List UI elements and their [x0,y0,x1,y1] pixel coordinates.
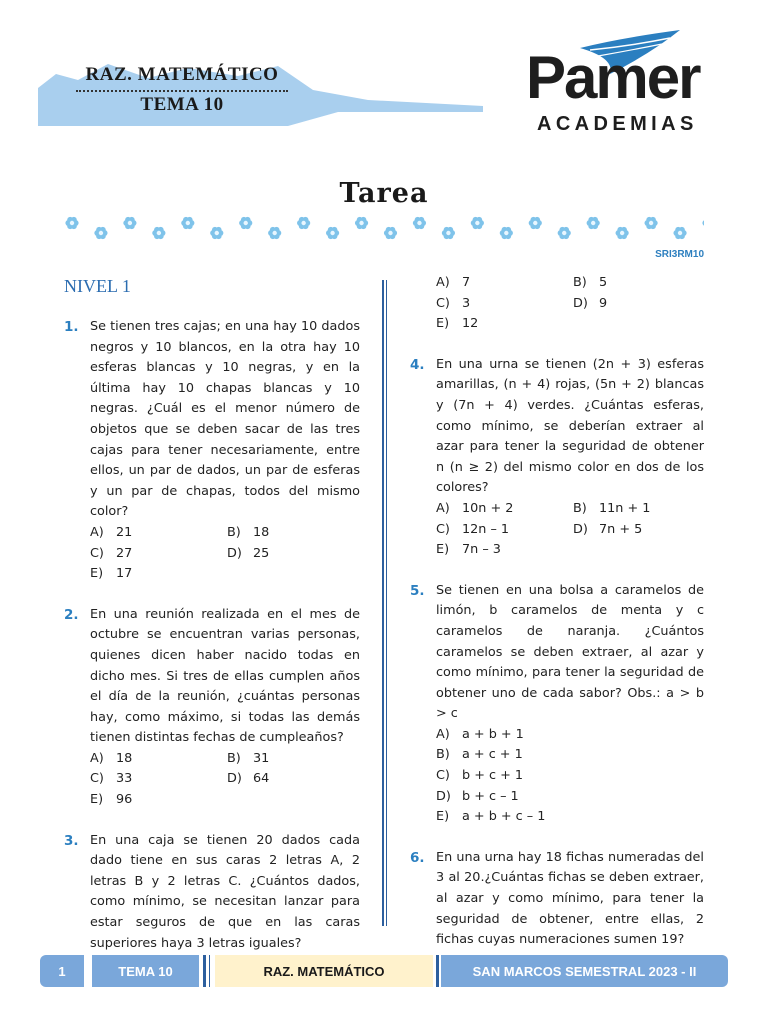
logo-sub: ACADEMIAS [537,113,698,135]
header-course: RAZ. MATEMÁTICO [85,64,279,85]
option-b: B) a + c + 1 [436,747,523,763]
flower-icon [413,217,426,229]
question-6 [410,848,704,951]
option-c: C) 27 [90,545,133,561]
left-column [64,276,360,954]
flower-icon [326,227,339,239]
option-e: E) a + b + c – 1 [436,809,546,825]
option-e: E) 7n – 3 [436,542,501,558]
document-code: SRI3RM10 [655,249,704,260]
flower-icon [529,217,542,229]
footer-separator [436,955,439,987]
question-text: Se tienen tres cajas; en una hay 10 dados negros y 10 blancos, en la otra hay 10 esferas blancas y 10 negras, y en la última hay 10 chapas blancas y 10 negras. ¿Cuál es el menor número de objetos que se deben sacar de las tres cajas para tener necesariamente, entre ellos, un par de dados, un par de esferas y un par de chapas, todos del mismo color? [90,319,360,520]
option-b: B) 18 [227,524,270,540]
question-2 [64,605,360,811]
flower-icon [181,217,194,229]
option-d: D) 25 [227,545,270,561]
option-e: E) 12 [436,316,479,332]
logo-name: Pamer [526,44,700,111]
option-b: B) 5 [573,275,608,290]
flower-icon [587,217,600,229]
question-3-options [410,273,704,335]
level-heading: NIVEL 1 [64,276,131,296]
footer-cycle: SAN MARCOS SEMESTRAL 2023 - II [441,955,728,987]
option-c: C) 12n – 1 [436,521,510,537]
flower-icon [123,217,136,229]
option-e: E) 17 [90,566,133,582]
flower-icon [152,227,165,239]
question-text: En una urna se tienen (2n + 3) esferas amarillas, (n + 4) rojas, (5n + 2) blancas y (7n + 4) verdes. ¿Cuántas esferas, como mínimo, se deberían extraer al azar para tener la seguridad de obtener n (n ≥ 2) del mismo color en dos de los colores? [436,356,704,496]
question-3 [64,831,360,955]
header-topic: TEMA 10 [140,94,224,115]
question-number: 6. [410,849,425,866]
flower-icon [702,217,704,229]
flower-icon [94,227,107,239]
question-number: 4. [410,356,425,373]
footer-separator [209,955,210,987]
footer-page-number: 1 [40,955,84,987]
flower-icon [268,227,281,239]
question-number: 5. [410,582,425,599]
flower-icon [673,227,686,239]
question-1 [64,317,360,585]
question-text: Se tienen en una bolsa a caramelos de limón, b caramelos de menta y c caramelos de naranja. ¿Cuántos caramelos se deben extraer, al azar y como mínimo, para tener la seguridad de obtener uno de cada sabor? Obs.: a > b > c [436,582,704,722]
option-d: D) 9 [573,295,608,311]
flower-icon [355,217,368,229]
flower-icon [297,217,310,229]
right-column [410,273,704,951]
footer-separator [203,955,206,987]
question-text: En una reunión realizada en el mes de octubre se encuentran varias personas, quienes dicen haber nacido todas en dicho mes. Si tres de ellas cumplen años el día de la reunión, ¿cuántas personas hay, como máximo, si todas las demás tienen distintas fechas de cumpleaños? [90,606,360,746]
question-number: 1. [64,319,79,335]
option-a: A) 21 [90,524,133,540]
flower-icon [500,227,513,239]
option-d: D) 64 [227,771,270,787]
option-c: C) 3 [436,295,471,311]
question-number: 3. [64,832,79,849]
option-c: C) 33 [90,771,133,787]
flower-icon [239,217,252,229]
option-a: A) a + b + 1 [436,726,524,742]
option-b: B) 31 [227,750,270,766]
header-divider [76,90,288,92]
section-title: Tarea [339,178,429,209]
question-5 [410,581,704,828]
flower-icon [442,227,455,239]
option-c: C) b + c + 1 [436,768,524,784]
flower-icon [65,217,78,229]
flower-icon [616,227,629,239]
flower-icon [210,227,223,239]
question-text: En una caja se tienen 20 dados cada dado tiene en sus caras 2 letras A, 2 letras B y 2 letras C. ¿Cuántos dados, como mínimo, se necesitan lanzar para estar seguros de que en las caras superiores haya 3 letras iguales? [90,832,360,951]
option-a: A) 7 [436,275,471,290]
option-e: E) 96 [90,792,133,808]
option-d: D) 7n + 5 [573,521,643,537]
option-d: D) b + c – 1 [436,788,519,804]
flower-icon [384,227,397,239]
footer-course: RAZ. MATEMÁTICO [215,955,433,987]
option-a: A) 10n + 2 [436,500,514,516]
flower-icon [558,227,571,239]
column-divider [382,280,388,926]
page-footer [40,955,728,987]
flower-icon [471,217,484,229]
flower-ornament [64,214,704,242]
question-4 [410,355,704,561]
option-b: B) 11n + 1 [573,500,651,516]
footer-topic: TEMA 10 [92,955,199,987]
flower-icon [644,217,657,229]
question-text: En una urna hay 18 fichas numeradas del 3 al 20.¿Cuántas fichas se deben extraer, al azar y como mínimo, para tener la seguridad de obtener, entre ellas, 2 fichas cuyas numeraciones sumen 19? [436,849,704,948]
option-a: A) 18 [90,750,133,766]
question-number: 2. [64,606,79,623]
